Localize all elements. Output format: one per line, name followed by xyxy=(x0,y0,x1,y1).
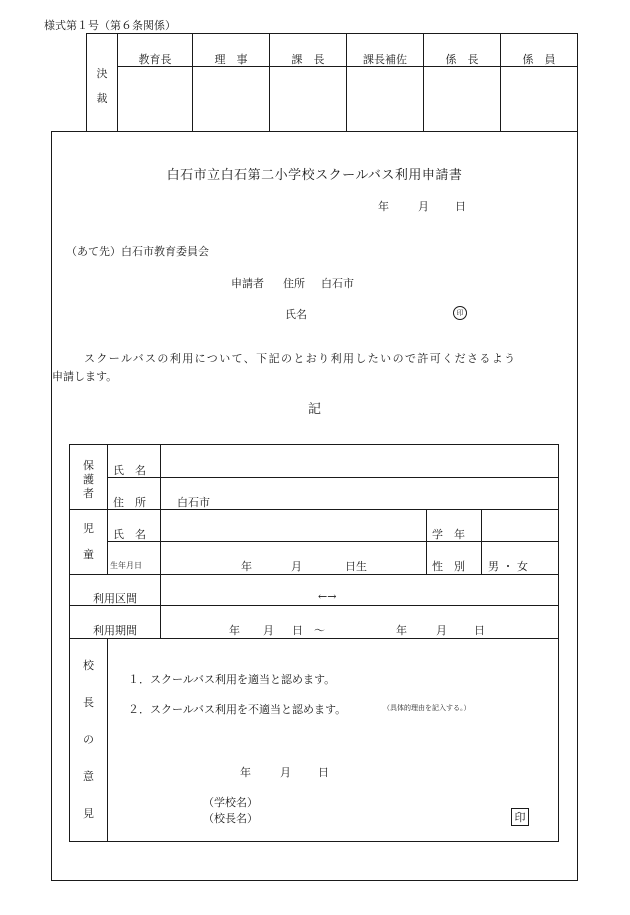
ki-heading: 記 xyxy=(307,402,321,417)
form-title: 白石市立白石第二小学校スクールバス利用申請書 xyxy=(166,168,463,183)
principal-label-4: 意 xyxy=(83,770,94,783)
date-year: 年 xyxy=(378,200,389,213)
approval-label-1: 決 xyxy=(96,67,108,80)
grade-label: 学 年 xyxy=(432,528,465,541)
approval-header: 課 長 xyxy=(291,53,325,66)
birth-month: 月 xyxy=(291,560,302,573)
addressee: （あて先）白石市教育委員会 xyxy=(66,245,209,258)
opinion-disapprove: ２．スクールバス利用を不適当と認めます。 xyxy=(128,703,347,716)
date-day: 日 xyxy=(455,200,466,213)
body-text-cont: 申請します。 xyxy=(52,370,118,383)
guardian-label-2: 護 xyxy=(83,473,94,486)
principal-name-label: （校長名） xyxy=(203,812,258,825)
school-name-label: （学校名） xyxy=(203,796,258,809)
applicant-address-label: 住所 xyxy=(283,277,305,290)
principal-label-5: 見 xyxy=(83,807,94,820)
applicant-name-label: 氏名 xyxy=(285,308,307,321)
principal-date-year: 年 xyxy=(240,766,251,779)
approval-header: 理 事 xyxy=(214,53,248,66)
period-month-2: 月 xyxy=(436,624,447,637)
seal-icon: 印 xyxy=(453,306,467,320)
principal-seal-icon: 印 xyxy=(511,808,529,826)
birth-day: 日生 xyxy=(345,560,367,573)
principal-label-1: 校 xyxy=(83,659,94,672)
period-year-2: 年 xyxy=(396,624,407,637)
child-label-1: 児 xyxy=(83,522,94,535)
approval-header: 係 長 xyxy=(445,53,479,66)
sex-label: 性 別 xyxy=(432,560,465,573)
approval-header: 課長補佐 xyxy=(363,53,407,66)
period-year-1: 年 xyxy=(229,624,240,637)
principal-date-day: 日 xyxy=(318,766,329,779)
sex-value: 男 ・ 女 xyxy=(488,560,528,573)
child-label-2: 童 xyxy=(83,548,94,561)
opinion-note: （具体的理由を記入する。） xyxy=(383,704,471,712)
guardian-address-label: 住 所 xyxy=(113,496,146,509)
principal-label-2: 長 xyxy=(83,696,94,709)
period-label: 利用期間 xyxy=(93,624,137,637)
section-arrow: ←→ xyxy=(318,590,337,603)
applicant-label: 申請者 xyxy=(231,277,264,290)
period-day-2: 日 xyxy=(474,624,485,637)
principal-label-3: の xyxy=(83,733,94,746)
principal-date-month: 月 xyxy=(280,766,291,779)
body-text: スクールバスの利用について、下記のとおり利用したいので許可くださるよう xyxy=(84,352,517,365)
child-name-label: 氏 名 xyxy=(113,528,146,541)
applicant-address-value: 白石市 xyxy=(321,277,354,290)
birth-label: 生年月日 xyxy=(110,561,142,570)
guardian-label-3: 者 xyxy=(83,487,94,500)
birth-year: 年 xyxy=(241,560,252,573)
date-month: 月 xyxy=(418,200,429,213)
guardian-name-label: 氏 名 xyxy=(113,464,146,477)
approval-label-2: 裁 xyxy=(96,92,108,105)
guardian-label-1: 保 xyxy=(83,459,94,472)
period-day-1: 日 ～ xyxy=(292,624,325,637)
approval-header: 係 員 xyxy=(522,53,556,66)
period-month-1: 月 xyxy=(263,624,274,637)
opinion-approve: １．スクールバス利用を適当と認めます。 xyxy=(128,673,336,686)
form-label: 様式第１号（第６条関係） xyxy=(44,19,176,32)
guardian-address-value: 白石市 xyxy=(177,496,210,509)
approval-header: 教育長 xyxy=(138,53,172,66)
section-label: 利用区間 xyxy=(93,592,137,605)
